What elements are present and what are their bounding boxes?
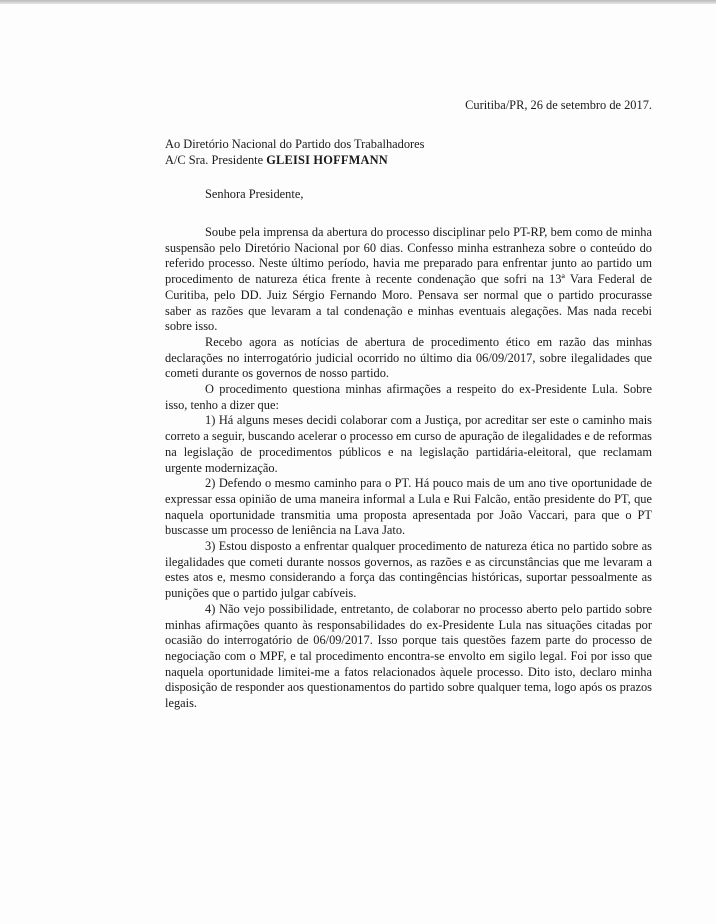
letter-body xyxy=(165,225,652,712)
recipient-prefix: A/C Sra. Presidente xyxy=(165,153,267,167)
paragraph-intro: Soube pela imprensa da abertura do processo disciplinar pelo PT-RP, bem como de minha suspensão pelo Diretório Nacional por 60 dias. Confesso minha estranheza sobre o conteúdo do referido processo. Neste último período, havia me preparado para enfrentar junto ao partido um procedimento de natureza ética frente à recente condenação que sofri na 13ª Vara Federal de Curitiba, pelo DD. Juiz Sérgio Fernando Moro. Pensava ser normal que o partido procurasse saber as razões que levaram a tal condenação e minhas eventuais alegações. Mas nada recebi sobre isso. xyxy=(165,225,652,334)
letter-page xyxy=(0,4,716,924)
paragraph-news: Recebo agora as notícias de abertura de procedimento ético em razão das minhas declarações no interrogatório judicial ocorrido no último dia 06/09/2017, sobre ilegalidades que cometi durante os governos de nosso partido. xyxy=(165,334,652,381)
recipient-attention-line xyxy=(165,153,388,168)
recipient-organization: Ao Diretório Nacional do Partido dos Trabalhadores xyxy=(165,137,425,151)
letter-date: Curitiba/PR, 26 de setembro de 2017. xyxy=(465,98,652,112)
paragraph-point-1: 1) Há alguns meses decidi colaborar com a Justiça, por acreditar ser este o caminho mais correto a seguir, buscando acelerar o processo em curso de apuração de ilegalidades e de reformas na legislação de procedimentos públicos e na legislação partidária-eleitoral, que reclamam urgente modernização. xyxy=(165,413,652,475)
paragraph-point-4: 4) Não vejo possibilidade, entretanto, de colaborar no processo aberto pelo partido sobre minhas afirmações quanto às responsabilidades do ex-Presidente Lula nas situações citadas por ocasião do interrogatório de 06/09/2017. Isso porque tais questões fazem parte do processo de negociação com o MPF, e tal procedimento encontra-se envolto em sigilo legal. Foi por isso que naquela oportunidade limitei-me a fatos relacionados àquele processo. Dito isto, declaro minha disposição de responder aos questionamentos do partido sobre qualquer tema, logo após os prazos legais. xyxy=(165,601,652,711)
paragraph-point-2: 2) Defendo o mesmo caminho para o PT. Há pouco mais de um ano tive oportunidade de expressar essa opinião de uma maneira informal a Lula e Rui Falcão, então presidente do PT, que naquela oportunidade transmitia uma proposta apresentada por João Vaccari, para que o PT buscasse um processo de leniência na Lava Jato. xyxy=(165,476,652,538)
paragraph-point-3: 3) Estou disposto a enfrentar qualquer procedimento de natureza ética no partido sobre as ilegalidades que cometi durante nossos governos, as razões e as circunstâncias que me levaram a estes atos e, mesmo considerando a força das contingências históricas, suportar pessoalmente as punições que o partido julgar cabíveis. xyxy=(165,539,652,601)
recipient-name: GLEISI HOFFMANN xyxy=(266,153,388,167)
paragraph-procedure: O procedimento questiona minhas afirmações a respeito do ex-Presidente Lula. Sobre isso, tenho a dizer que: xyxy=(165,382,652,412)
salutation: Senhora Presidente, xyxy=(205,187,304,201)
